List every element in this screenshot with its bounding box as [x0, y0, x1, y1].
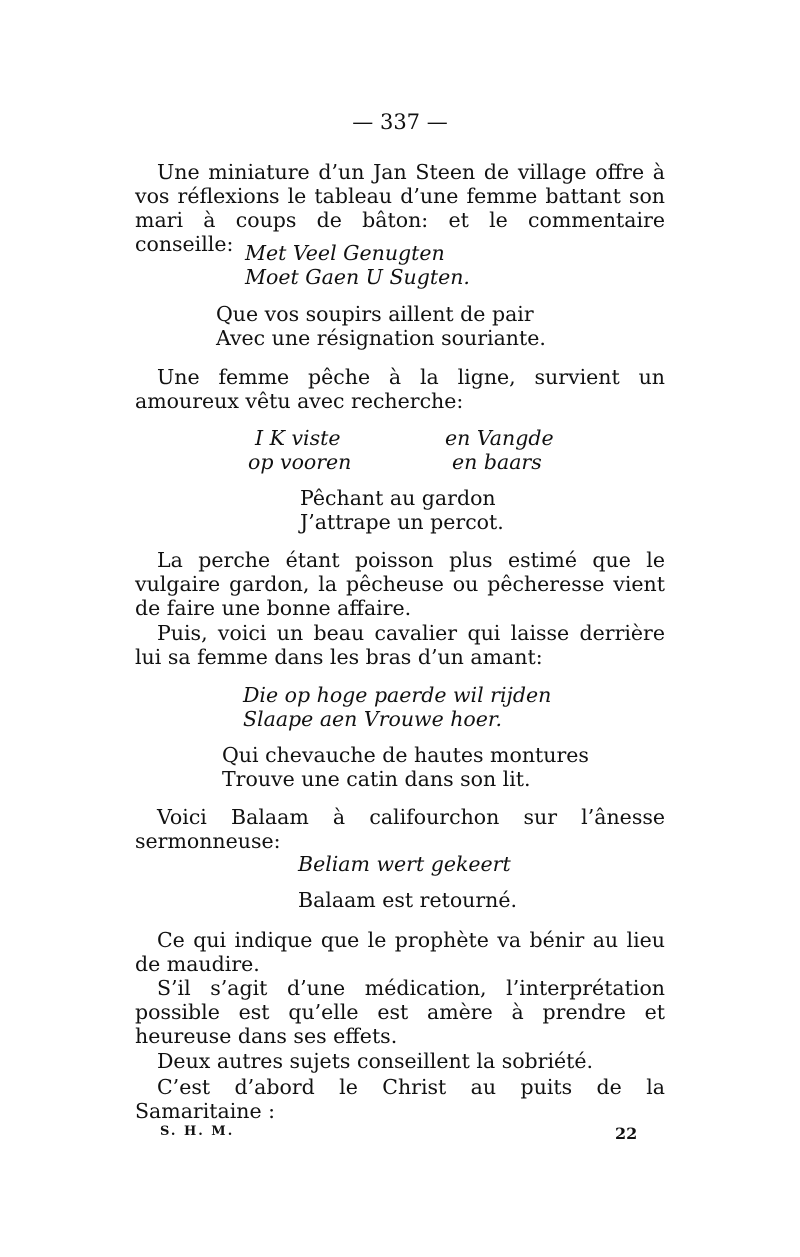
verse-2-translation-line-2: J’attrape un percot. [300, 510, 504, 534]
footer-gathering-number: 22 [615, 1124, 638, 1143]
verse-3-translation-line-2: Trouve une catin dans son lit. [222, 767, 531, 791]
verse-1-translation-line-1: Que vos soupirs aillent de pair [216, 302, 534, 326]
footer-signature: S. H. M. [160, 1124, 235, 1139]
verse-3-translation-line-1: Qui chevauche de hautes montures [222, 743, 589, 767]
paragraph-4: Puis, voici un beau cavalier qui laisse derrière lui sa femme dans les bras d’un amant: [135, 621, 665, 669]
verse-1-line-1: Met Veel Genugten [245, 241, 445, 265]
verse-3-line-1: Die op hoge paerde wil rijden [243, 683, 552, 707]
verse-2-left-line-1: I K viste [255, 426, 341, 450]
paragraph-9: C’est d’abord le Christ au puits de la Samaritaine : [135, 1075, 665, 1123]
paragraph-5: Voici Balaam à califourchon sur l’ânesse sermonneuse: [135, 805, 665, 853]
paragraph-8: Deux autres sujets conseillent la sobriété. [157, 1049, 594, 1073]
verse-4-translation: Balaam est retourné. [298, 888, 518, 912]
paragraph-3: La perche étant poisson plus estimé que le vulgaire gardon, la pêcheuse ou pêcheresse vient de faire une bonne affaire. [135, 548, 665, 620]
verse-1-line-2: Moet Gaen U Sugten. [245, 265, 470, 289]
verse-3-line-2: Slaape aen Vrouwe hoer. [243, 707, 502, 731]
paragraph-2: Une femme pêche à la ligne, survient un amoureux vêtu avec recherche: [135, 365, 665, 413]
verse-2-right-line-2: en baars [452, 450, 542, 474]
verse-1-translation-line-2: Avec une résignation souriante. [216, 326, 546, 350]
verse-2-left-line-2: op vooren [248, 450, 352, 474]
paragraph-7: S’il s’agit d’une médication, l’interprétation possible est qu’elle est amère à prendre et heureuse dans ses effets. [135, 976, 665, 1048]
page-number: — 337 — [352, 110, 448, 134]
paragraph-6: Ce qui indique que le prophète va bénir au lieu de maudire. [135, 928, 665, 976]
paragraph-1: Une miniature d’un Jan Steen de village offre à vos réflexions le tableau d’une femme battant son mari à coups de bâton: et le commentaire conseille: [135, 160, 665, 256]
verse-4-line: Beliam wert gekeert [298, 852, 511, 876]
verse-2-translation-line-1: Pêchant au gardon [300, 486, 496, 510]
verse-2-right-line-1: en Vangde [445, 426, 554, 450]
